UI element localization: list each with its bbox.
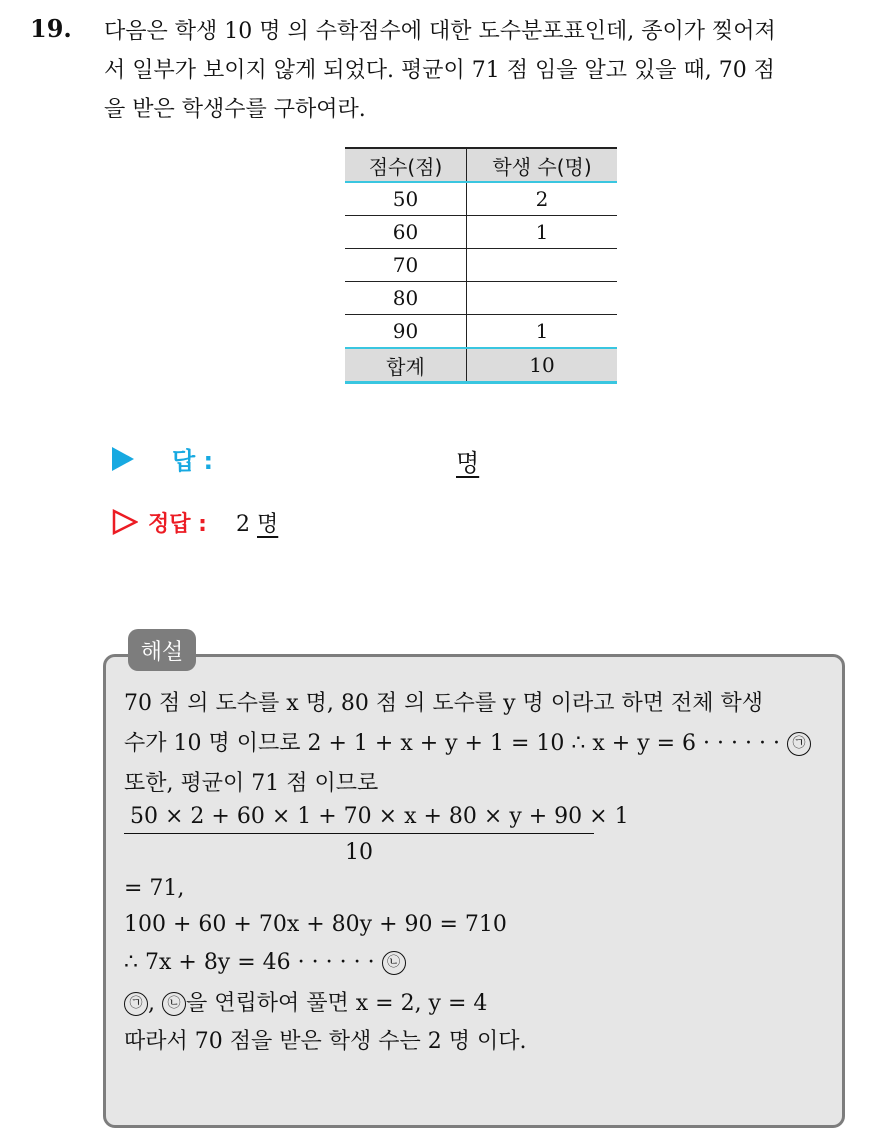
table-cell: 50 xyxy=(345,182,467,216)
answer-label: 답 : xyxy=(172,447,214,475)
table-total-row xyxy=(345,348,617,383)
total-label: 합계 xyxy=(345,348,467,383)
solution-line-text: 수가 10 명 이므로 2 + 1 + x + y + 1 = 10 ∴ x + y = 6 · · · · · · xyxy=(124,731,780,756)
play-triangle-icon xyxy=(112,447,134,471)
outline-triangle-icon xyxy=(112,509,138,535)
table-cell: 90 xyxy=(345,315,467,349)
solution-line-text: ∴ 7x + 8y = 46 · · · · · · xyxy=(124,950,375,975)
table-header-row xyxy=(345,148,617,182)
correct-answer xyxy=(236,507,278,538)
table-cell: 70 xyxy=(345,249,467,282)
question-line: 서 일부가 보이지 않게 되었다. 평균이 71 점 임을 알고 있을 때, 70 점 xyxy=(104,58,775,83)
table-cell: 2 xyxy=(535,187,549,211)
table-cell xyxy=(467,282,618,315)
solution-line: = 71, xyxy=(124,876,185,901)
table-cell: 80 xyxy=(345,282,467,315)
solution-fraction xyxy=(124,804,629,865)
solution-tag: 해설 xyxy=(128,629,196,671)
table-row xyxy=(345,182,617,216)
question-text xyxy=(104,12,864,129)
circled-mark: ㉡ xyxy=(382,951,406,975)
circled-mark: ㉠ xyxy=(124,992,148,1016)
question-line: 을 받은 학생수를 구하여라. xyxy=(104,97,366,122)
solution-line-text: 을 연립하여 풀면 x = 2, y = 4 xyxy=(186,991,488,1016)
solution-line xyxy=(124,726,811,757)
table-cell: 1 xyxy=(535,319,549,343)
frequency-table xyxy=(345,147,617,384)
circled-mark: ㉠ xyxy=(787,732,811,756)
solution-line: 또한, 평균이 71 점 이므로 xyxy=(124,771,379,796)
answer-unit: 명 xyxy=(456,449,480,477)
question-number: 19. xyxy=(30,14,72,43)
table-row xyxy=(345,315,617,349)
solution-line: 70 점 의 도수를 x 명, 80 점 의 도수를 y 명 이라고 하면 전체 학생 xyxy=(124,691,764,716)
header-students: 학생 수(명) xyxy=(467,148,618,182)
correct-answer-label: 정답 : xyxy=(148,512,207,537)
solution-line: 100 + 60 + 70x + 80y + 90 = 710 xyxy=(124,912,507,937)
fraction-denominator: 10 xyxy=(345,840,373,865)
table-cell xyxy=(467,249,618,282)
header-score: 점수(점) xyxy=(345,148,467,182)
fraction-numerator: 50 × 2 + 60 × 1 + 70 × x + 80 × y + 90 × 1 xyxy=(124,804,594,834)
total-value: 10 xyxy=(467,348,618,383)
table-cell: 60 xyxy=(345,216,467,249)
solution-line: 따라서 70 점을 받은 학생 수는 2 명 이다. xyxy=(124,1029,527,1054)
table-row xyxy=(345,282,617,315)
solution-line xyxy=(124,986,487,1017)
solution-line xyxy=(124,950,406,975)
circled-mark: ㉡ xyxy=(162,992,186,1016)
table-row xyxy=(345,216,617,249)
solution-separator: , xyxy=(148,991,155,1016)
correct-answer-value: 2 xyxy=(236,512,250,537)
table-row xyxy=(345,249,617,282)
correct-answer-unit: 명 xyxy=(257,512,279,537)
table-cell: 1 xyxy=(535,220,549,244)
question-line: 다음은 학생 10 명 의 수학점수에 대한 도수분포표인데, 종이가 찢어져 xyxy=(104,19,776,44)
